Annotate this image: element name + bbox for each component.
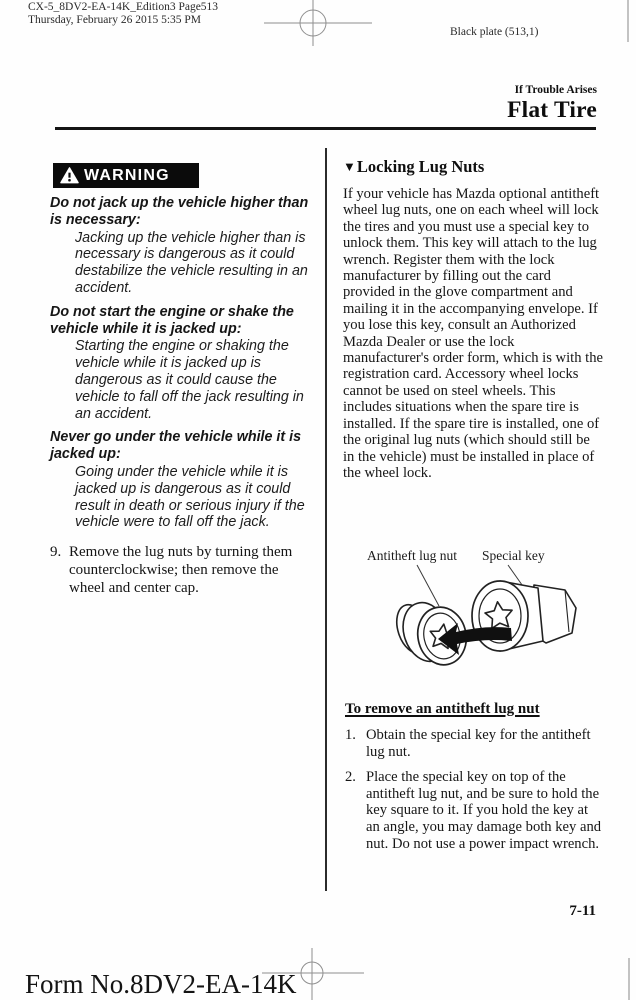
procedure-step-9: [50, 543, 313, 597]
step-number: 1.: [345, 727, 356, 743]
header-rule: [55, 127, 596, 130]
warning-item: [50, 195, 313, 297]
form-number: Form No.8DV2-EA-14K: [25, 969, 297, 999]
page-title: Flat Tire: [507, 97, 597, 123]
figure-label-antitheft-lug-nut: Antitheft lug nut: [367, 548, 457, 563]
triangle-marker-icon: ▼: [343, 159, 356, 174]
page-number: 7-11: [569, 903, 596, 919]
warning-body: Starting the engine or shaking the vehicle while it is jacked up is dangerous as it could cause the vehicle to fall off the jack resulting in an accident.: [75, 338, 304, 422]
warning-heading: Do not start the engine or shake the vehicle while it is jacked up:: [50, 303, 294, 337]
step-text: Remove the lug nuts by turning them counterclockwise; then remove the wheel and center cap.: [69, 544, 293, 597]
print-job-header: [28, 1, 218, 26]
warning-label: WARNING: [84, 166, 170, 184]
warning-item: [50, 429, 313, 531]
step-number: 9.: [50, 544, 62, 561]
subheading-remove-lug-nut: To remove an antitheft lug nut: [345, 701, 540, 717]
print-job-line2: Thursday, February 26 2015 5:35 PM: [28, 13, 202, 26]
right-steps-list: [345, 727, 605, 861]
warning-body: Going under the vehicle while it is jacked up is dangerous as it could result in death or serious injury if the vehicle were to fall off the jack.: [75, 463, 305, 531]
left-column: [50, 163, 313, 597]
warning-item: [50, 304, 313, 423]
body-paragraph: If your vehicle has Mazda optional antitheft wheel lug nuts, one on each wheel will lock the tires and you must use a special key to unlock them. This key will attach to the lug wrench. Register them with the lock manufacturer by filling out the card provided in the glove compartment and mailing it in the accompanying envelope. If you lose this key, consult an Authorized Mazda Dealer or use the lock manufacturer's order form, which is with the registration card. Accessory wheel locks cannot be used on steel wheels. This includes situations when the spare tire is installed. If the spare tire is installed, one of the original lug nuts (which should still be in the vehicle) must be installed in place of the wheel lock.: [343, 186, 603, 481]
section-heading: [343, 157, 605, 177]
section-label: If Trouble Arises: [514, 84, 597, 96]
trim-mark-bottom-right: [628, 958, 630, 1000]
warning-heading: Do not jack up the vehicle higher than is necessary:: [50, 195, 309, 228]
figure-label-special-key: Special key: [482, 548, 545, 563]
step-number: 2.: [345, 769, 356, 786]
warning-heading: Never go under the vehicle while it is jacked up:: [50, 429, 302, 463]
registration-mark-top-icon: [256, 0, 380, 48]
step-text: Place the special key on top of the antitheft lug nut, and be sure to hold the key square to it. If you hold the key at an angle, you may damage both key and nut. Do not use a power impact wrench.: [366, 769, 602, 852]
warning-banner: [53, 163, 199, 188]
plate-note: Black plate (513,1): [450, 26, 539, 38]
right-column: [343, 157, 605, 481]
section-heading-text: Locking Lug Nuts: [356, 157, 485, 176]
warning-body: Jacking up the vehicle higher than is necessary is dangerous as it could destabilize the vehicle resulting in an accident.: [75, 229, 308, 296]
print-job-line1: CX-5_8DV2-EA-14K_Edition3 Page513: [28, 1, 219, 13]
lug-nut-figure: [345, 540, 603, 692]
procedure-step-1: [345, 727, 605, 760]
step-text: Obtain the special key for the antitheft lug nut.: [366, 727, 591, 760]
column-divider: [325, 148, 327, 891]
procedure-step-2: [345, 769, 605, 852]
leader-line-left: [417, 565, 439, 606]
special-key-drawing: [472, 581, 576, 651]
page-header: [337, 84, 597, 124]
warning-triangle-icon: [60, 167, 79, 184]
trim-mark-top-right: [627, 0, 629, 42]
